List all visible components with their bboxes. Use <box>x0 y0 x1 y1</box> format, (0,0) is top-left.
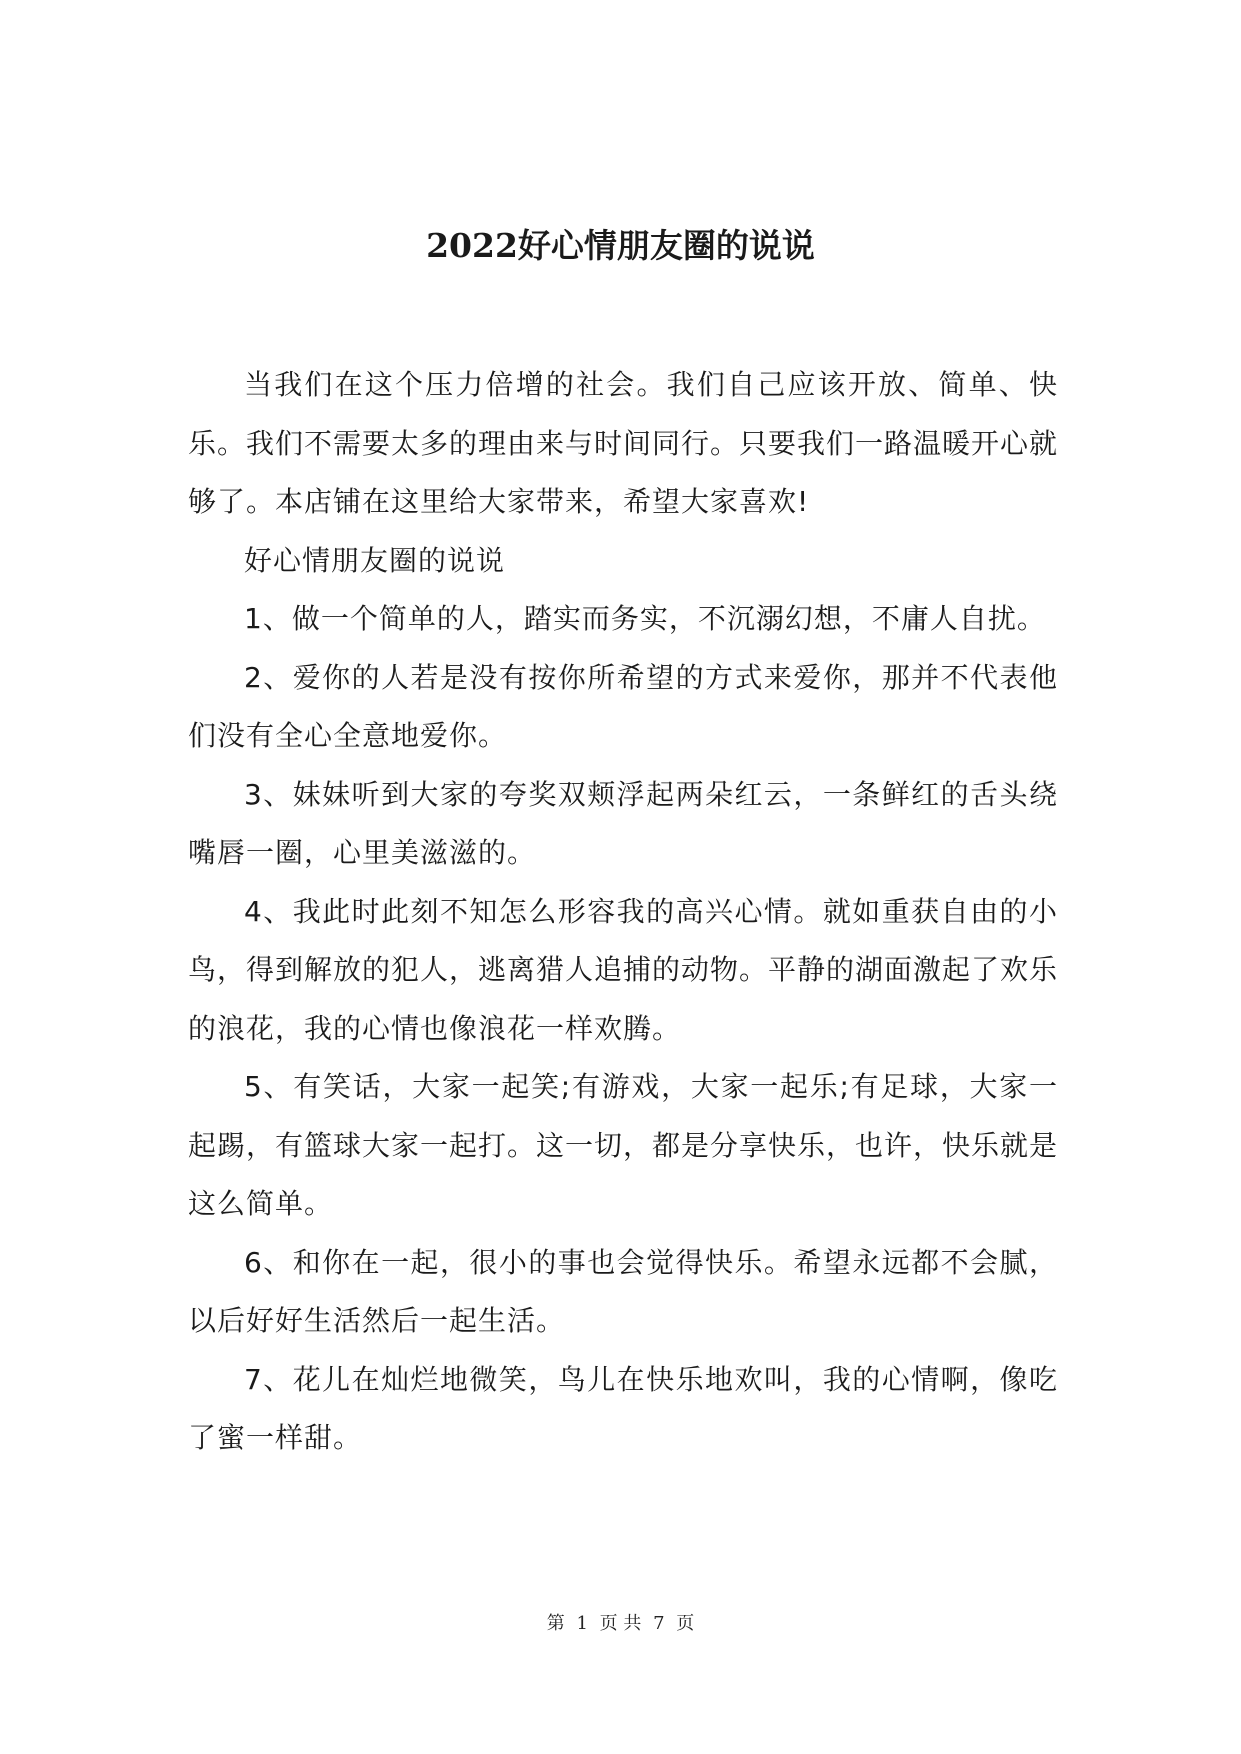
list-item: 5、有笑话，大家一起笑;有游戏，大家一起乐;有足球，大家一起踢，有篮球大家一起打。这一切，都是分享快乐，也许，快乐就是这么简单。 <box>188 1070 1059 1220</box>
page-footer <box>0 1612 1241 1636</box>
document-body <box>188 356 1058 1468</box>
document-title: 2022好心情朋友圈的说说 <box>426 226 815 265</box>
list-item: 2、爱你的人若是没有按你所希望的方式来爱你，那并不代表他们没有全心全意地爱你。 <box>188 660 1058 752</box>
list-item: 3、妹妹听到大家的夸奖双颊浮起两朵红云，一条鲜红的舌头绕嘴唇一圈，心里美滋滋的。 <box>188 777 1058 869</box>
footer-page-number: 1 <box>576 1613 588 1634</box>
footer-prefix: 第 <box>546 1613 565 1634</box>
intro-paragraph: 当我们在这个压力倍增的社会。我们自己应该开放、简单、快乐。我们不需要太多的理由来与时间同行。只要我们一路温暖开心就够了。本店铺在这里给大家带来，希望大家喜欢! <box>188 368 1059 518</box>
list-item: 1、做一个简单的人，踏实而务实，不沉溺幻想，不庸人自扰。 <box>244 602 1046 635</box>
section-heading: 好心情朋友圈的说说 <box>244 543 506 577</box>
list-item: 6、和你在一起，很小的事也会觉得快乐。希望永远都不会腻，以后好好生活然后一起生活。 <box>188 1245 1058 1337</box>
list-item: 4、我此时此刻不知怎么形容我的高兴心情。就如重获自由的小鸟，得到解放的犯人，逃离猎人追捕的动物。平静的湖面激起了欢乐的浪花，我的心情也像浪花一样欢腾。 <box>188 894 1059 1045</box>
list-item: 7、花儿在灿烂地微笑，鸟儿在快乐地欢叫，我的心情啊，像吃了蜜一样甜。 <box>188 1362 1058 1454</box>
footer-middle: 页 共 <box>599 1613 642 1634</box>
footer-suffix: 页 <box>676 1613 695 1634</box>
footer-total-pages: 7 <box>653 1613 665 1634</box>
